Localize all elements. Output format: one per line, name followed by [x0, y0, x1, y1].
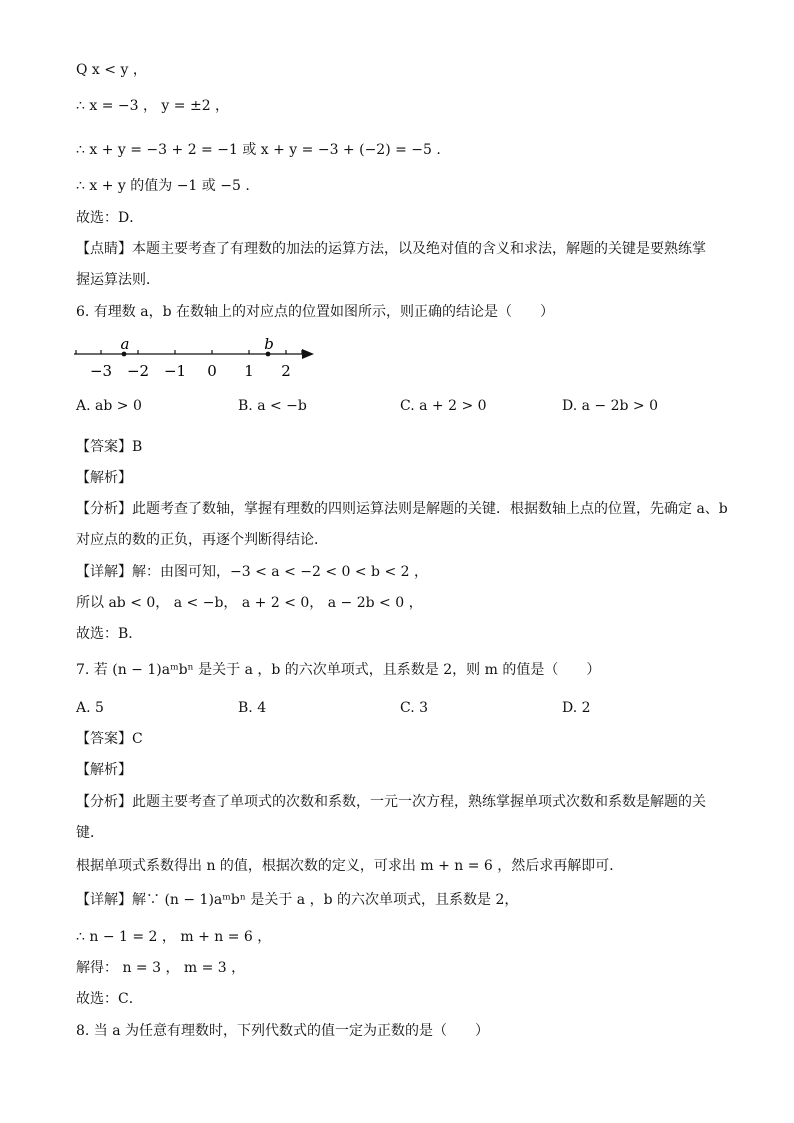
note-line: 【点睛】本题主要考查了有理数的加法的运算方法，以及绝对值的含义和求法，解题的关键是要熟练掌	[76, 241, 706, 257]
question-8-stem: 8. 当 a 为任意有理数时，下列代数式的值一定为正数的是（ ）	[76, 1023, 490, 1039]
analysis-line: 【详解】解：由图可知，−3 < a < −2 < 0 < b < 2 ，	[76, 564, 429, 580]
point-label-a: a	[120, 336, 130, 353]
number-line-arrow	[302, 349, 314, 359]
number-line-tick-label: −1	[163, 362, 187, 380]
analysis-line: 故选：C．	[76, 991, 143, 1007]
text-line: ∴ x + y 的值为 −1 或 −5 .	[76, 178, 250, 194]
option-c: C. 3	[400, 700, 429, 716]
answer-label: 【答案】C	[76, 731, 143, 747]
question-6-stem: 6. 有理数 a，b 在数轴上的对应点的位置如图所示，则正确的结论是（ ）	[76, 304, 555, 320]
analysis-heading: 【解析】	[76, 762, 132, 778]
text-line: ∴ x = −3 ， y = ±2 ，	[76, 98, 230, 114]
question-7-stem: 7. 若 (n − 1)aᵐbⁿ 是关于 a ，b 的六次单项式，且系数是 2，则 m 的值是（ ）	[76, 662, 601, 678]
option-c: C. a + 2 > 0	[400, 398, 487, 414]
number-line-tick-label: −3	[89, 362, 113, 380]
option-a: A. ab > 0	[76, 398, 142, 414]
number-line-figure	[72, 336, 322, 386]
number-line-tick-label: −2	[126, 362, 150, 380]
answer-label: 【答案】B	[76, 439, 143, 455]
analysis-line: 【详解】解∵ (n − 1)aᵐbⁿ 是关于 a ，b 的六次单项式，且系数是 2，	[76, 892, 519, 908]
option-d: D. 2	[562, 700, 591, 716]
option-b: B. a < −b	[238, 398, 307, 414]
analysis-line: 根据单项式系数得出 n 的值，根据次数的定义，可求出 m + n = 6 ，然后求再解即可．	[76, 858, 624, 874]
analysis-line: 解得： n = 3 ， m = 3 ，	[76, 960, 246, 976]
option-b: B. 4	[238, 700, 267, 716]
note-line: 握运算法则．	[76, 272, 160, 288]
analysis-line: 【分析】此题考查了数轴，掌握有理数的四则运算法则是解题的关键．根据数轴上点的位置，先确定 a、b	[76, 501, 728, 517]
option-d: D. a − 2b > 0	[562, 398, 659, 414]
analysis-line: 键．	[76, 825, 104, 841]
analysis-line: 对应点的数的正负，再逐个判断得结论．	[76, 532, 328, 548]
number-line-tick-label: 2	[281, 362, 291, 380]
analysis-heading: 【解析】	[76, 470, 132, 486]
point-label-b: b	[264, 336, 274, 353]
text-line: ∴ x + y = −3 + 2 = −1 或 x + y = −3 + (−2) = −5 .	[76, 142, 441, 158]
number-line-tick-label: 0	[207, 362, 217, 380]
analysis-line: 故选：B．	[76, 626, 143, 642]
text-line: Q x < y ，	[76, 62, 147, 78]
analysis-line: ∴ n − 1 = 2 ， m + n = 6 ，	[76, 929, 272, 945]
analysis-line: 所以 ab < 0， a < −b， a + 2 < 0， a − 2b < 0 ，	[76, 595, 423, 611]
text-line: 故选：D．	[76, 210, 144, 226]
option-a: A. 5	[76, 700, 104, 716]
number-line-tick-label: 1	[244, 362, 254, 380]
analysis-line: 【分析】此题主要考查了单项式的次数和系数，一元一次方程，熟练掌握单项式次数和系数是解题的关	[76, 794, 706, 810]
